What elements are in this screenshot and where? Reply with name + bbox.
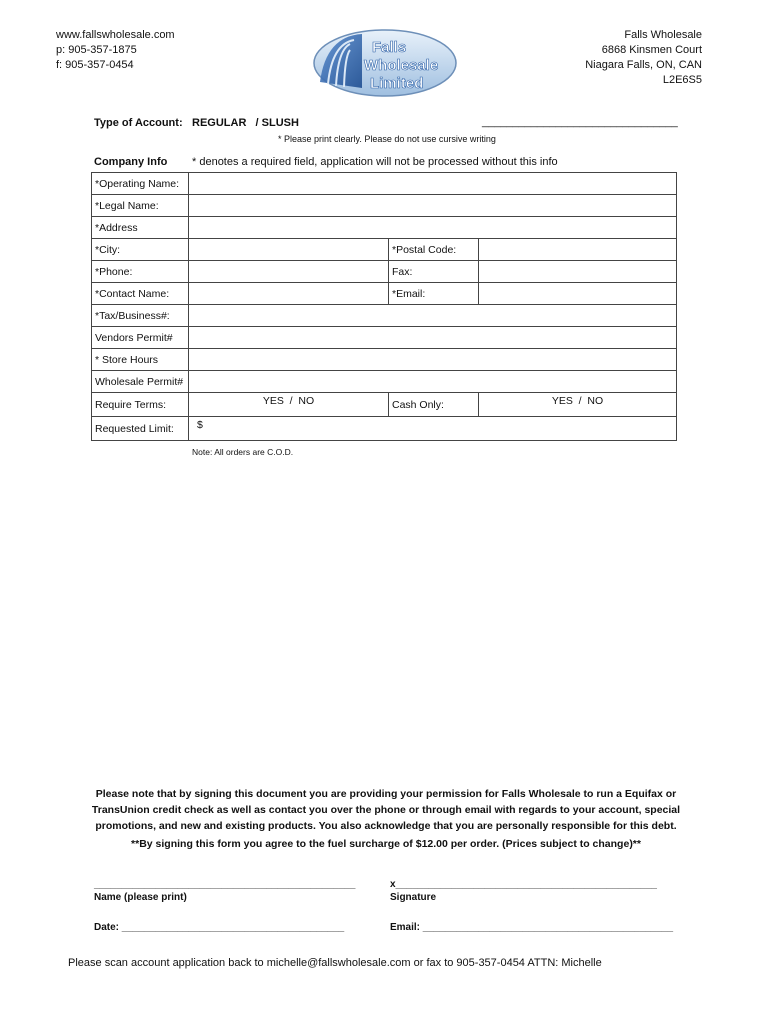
website-text: www.fallswholesale.com [56, 29, 175, 41]
company-logo [312, 26, 458, 98]
table-row [92, 261, 677, 283]
table-row [92, 217, 677, 239]
company-info-label: Company Info [94, 156, 168, 168]
table-row [92, 173, 677, 195]
email-field[interactable] [479, 283, 677, 305]
vendors-permit-label: Vendors Permit# [92, 327, 189, 349]
name-line[interactable]: _______________________________________________ [94, 879, 356, 890]
contact-name-field[interactable] [189, 283, 389, 305]
table-row [92, 283, 677, 305]
vendors-permit-field[interactable] [189, 327, 677, 349]
email-line[interactable]: Email: _____________________________________________ [390, 922, 674, 933]
require-terms-label: Require Terms: [92, 393, 189, 417]
legal-name-field[interactable] [189, 195, 677, 217]
store-hours-field[interactable] [189, 349, 677, 371]
signature-line[interactable]: x_______________________________________________ [390, 879, 657, 890]
tax-field[interactable] [189, 305, 677, 327]
account-type-blank[interactable]: ________________________________ [482, 116, 678, 128]
contact-name-label: *Contact Name: [92, 283, 189, 305]
tax-label: *Tax/Business#: [92, 305, 189, 327]
account-type-label: Type of Account: [94, 117, 183, 129]
operating-name-label: *Operating Name: [92, 173, 189, 195]
require-terms-choice[interactable]: YES / NO [189, 393, 389, 417]
postal-text: L2E6S5 [662, 74, 702, 86]
cod-note: Note: All orders are C.O.D. [192, 447, 294, 457]
consent-paragraph: Please note that by signing this document you are providing your permission for Falls Wholesale to run a Equifax or TransUnion credit check as well as contact you over the phone or through email with regards to your account, special promotions, and new and existing products. You also acknowledge that you are personally responsible for this debt. [91, 788, 681, 832]
table-row [92, 305, 677, 327]
postal-code-field[interactable] [479, 239, 677, 261]
table-row [92, 393, 677, 417]
phone-field[interactable] [189, 261, 389, 283]
logo-line1: Falls [372, 39, 407, 56]
print-note: * Please print clearly. Please do not use cursive writing [278, 134, 496, 144]
required-field-note: * denotes a required field, application will not be processed without this info [192, 156, 558, 168]
email-label: *Email: [389, 283, 479, 305]
table-row [92, 371, 677, 393]
table-row [92, 417, 677, 441]
fax-field[interactable] [479, 261, 677, 283]
fax-label: Fax: [389, 261, 479, 283]
signature-label: Signature [390, 892, 437, 903]
table-row [92, 349, 677, 371]
date-line[interactable]: Date: ________________________________________ [94, 922, 345, 933]
wholesale-permit-label: Wholesale Permit# [92, 371, 189, 393]
logo-line2: Wholesale [364, 57, 439, 74]
address-label: *Address [92, 217, 189, 239]
account-type-options[interactable]: REGULAR / SLUSH [192, 117, 299, 129]
store-hours-label: * Store Hours [92, 349, 189, 371]
name-label: Name (please print) [94, 892, 187, 903]
requested-limit-label: Requested Limit: [92, 417, 189, 441]
city-text: Niagara Falls, ON, CAN [585, 59, 702, 71]
city-label: *City: [92, 239, 189, 261]
application-form-table [91, 172, 677, 441]
address-block [585, 28, 702, 88]
table-row [92, 327, 677, 349]
phone-text: p: 905-357-1875 [56, 44, 137, 56]
footer-instructions: Please scan account application back to michelle@fallswholesale.com or fax to 905-357-0454 ATTN: Michelle [68, 957, 602, 969]
operating-name-field[interactable] [189, 173, 677, 195]
cash-only-label: Cash Only: [389, 393, 479, 417]
city-field[interactable] [189, 239, 389, 261]
table-row [92, 195, 677, 217]
requested-limit-field[interactable]: $ [189, 417, 677, 441]
address-field[interactable] [189, 217, 677, 239]
phone-label: *Phone: [92, 261, 189, 283]
contact-block [56, 28, 175, 73]
company-name: Falls Wholesale [624, 29, 702, 41]
wholesale-permit-field[interactable] [189, 371, 677, 393]
cash-only-choice[interactable]: YES / NO [479, 393, 677, 417]
table-row [92, 239, 677, 261]
fax-text: f: 905-357-0454 [56, 59, 134, 71]
street-text: 6868 Kinsmen Court [601, 44, 702, 56]
legal-name-label: *Legal Name: [92, 195, 189, 217]
postal-code-label: *Postal Code: [389, 239, 479, 261]
logo-line3: Limited [370, 75, 424, 92]
fuel-surcharge-note: **By signing this form you agree to the fuel surcharge of $12.00 per order. (Prices subject to change)** [131, 838, 641, 850]
